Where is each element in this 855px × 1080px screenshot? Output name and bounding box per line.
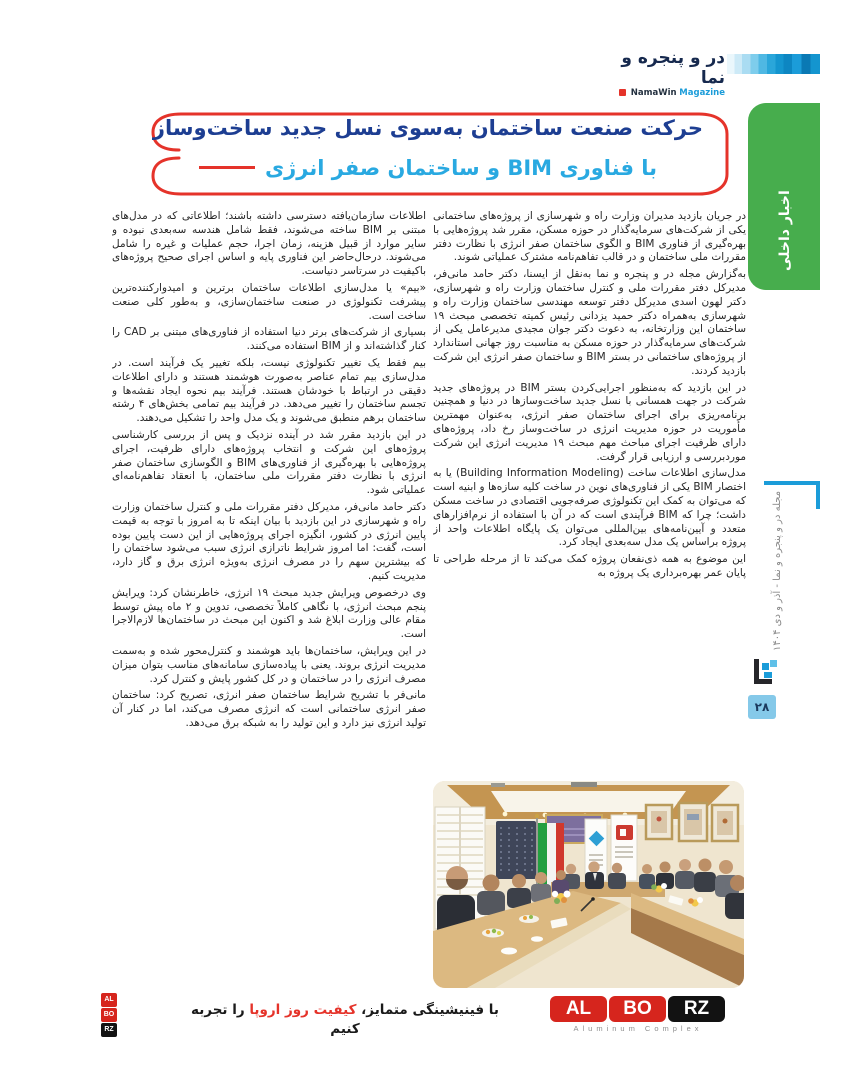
article-paragraph: در جریان بازدید مدیران وزارت راه و شهرسازی از پروژه‌های ساختمانی یکی از شرکت‌های سرمایه‌گذار در حوزه مسکن، مقرر شد پروژه‌هایی با بهره‌گیری از فناوری BIM و الگوی ساختمان صفر انرژی با نظارت دفتر مقررات ملی ساختمان و در قالب تفاهم‌نامه مشترک عملیاتی شوند. bbox=[433, 210, 746, 264]
meeting-room-illustration bbox=[433, 781, 744, 988]
article-paragraph: در این ویرایش، ساختمان‌ها باید هوشمند و کنترل‌محور شده و به‌سمت مدیریت انرژی بروند. یعنی با پیاده‌سازی سامانه‌های مناسب بتوان میزان مصرف انرژی را در ساختمان و در کل کشور پایش و کنترل کرد. bbox=[112, 644, 426, 685]
article-column-right bbox=[433, 210, 746, 776]
alborz-logo bbox=[550, 996, 726, 1033]
article-paragraph: در این بازدید مقرر شد در آینده نزدیک و پس از بررسی کارشناسی پروژه‌های این شرکت و انتخاب پروژه‌های دارای ظرفیت، اجرای پروژه‌هایی با بهره‌گیری از فناوری‌های BIM و الگوسازی ساختمان صفر انرژی با نظارت دفتر مقررات ملی ساختمان، با انعقاد تفاهم‌نامه‌ای عملیاتی شود. bbox=[112, 428, 426, 497]
article-paragraph: در این بازدید که به‌منظور اجرایی‌کردن بستر BIM در پروژه‌های جدید شرکت در جهت همسانی با نسل جدید ساخت‌وسازها در دنیا و همچنین برنامه‌ریزی برای اجرای ساختمان صفر انرژی، به‌عنوان مهمترین مأموریت در حوزه مدیریت انرژی در ساخت‌وساز رخ داد، پروژه‌های دارای ظرفیت اجرای مباحث مهم مبحث ۱۹ مدیریت انرژی این شرکت موردبررسی و ارزیابی قرار گرفت. bbox=[433, 381, 746, 463]
magazine-logo-farsi: در و پنجره و نما bbox=[621, 48, 725, 88]
alborz-mini-logo: AL BO RZ bbox=[101, 993, 117, 1037]
article-column-left bbox=[112, 210, 426, 968]
magazine-logo bbox=[613, 48, 725, 98]
article-paragraph: مدل‌سازی اطلاعات ساخت (Building Information Modeling) یا به اختصار BIM یکی از فناوری‌های نوین در ساخت کلیه سازه‌ها و ابنیه است که می‌توان به کمک این تکنولوژی صرفه‌جویی اقتصادی در ساخت مسکن داشت؛ چرا که BIM فرآیندی است که در آن با استفاده از نرم‌افزارهای متعدد و آیین‌نامه‌های بین‌المللی می‌توان یک پایگاه اطلاعات واحد از پروژه براساس یک مدل سه‌بعدی ایجاد کرد. bbox=[433, 467, 746, 549]
article-paragraph: وی درخصوص ویرایش جدید مبحث ۱۹ انرژی، خاطرنشان کرد: ویرایش پنجم مبحث انرژی، با نگاهی کاملاً تخصصی، تدوین و ۲ ماه پیش توسط مقام عالی وزارت ابلاغ شد و اکنون این مبحث در ساختمان‌ها لازم‌الاجرا است. bbox=[112, 586, 426, 641]
article-paragraph: به‌گزارش مجله در و پنجره و نما به‌نقل از ایسنا، دکتر حامد مانی‌فر، مدیرکل دفتر مقررات ملی و کنترل ساختمان وزارت راه و شهرسازی، دکتر لهون اسدی مدیرکل دفتر توسعه مهندسی ساختمان وزارت راه و شهرسازی به‌همراه دکتر حمید یزدانی رئیس کمیته تخصصی مبحث ۱۹ ساختمان این وزارتخانه، به دعوت دکتر جوان مجیدی مدیرعامل یکی از شرکت‌های سرمایه‌گذار در حوزه مسکن به مناسبت روز جهانی استاندارد از پروژه‌های ساختمانی در بستر BIM و ساختمان صفر انرژی این شرکت بازدید کردند. bbox=[433, 268, 746, 377]
logo-red-square-icon bbox=[619, 89, 626, 96]
meeting-photo bbox=[433, 781, 744, 988]
article-paragraph: دکتر حامد مانی‌فر، مدیرکل دفتر مقررات ملی و کنترل ساختمان وزارت راه و شهرسازی در این بازدید با بیان اینکه تا به امروز با توجه به قیمت پایین انرژی در کشور، انگیزه اجرای پروژه‌هایی از این دست پایین بوده است، گفت: اما امروز شرایط ناترازی انرژی سبب می‌شود ساختمان را که بیشترین سهم را در مصرف انرژی به‌ویژه انرژی برق و گاز دارد، مدیریت کنیم. bbox=[112, 500, 426, 582]
article-paragraph: بیم فقط یک تغییر تکنولوژی نیست، بلکه تغییر یک فرآیند است. در مدل‌سازی بیم تمام عناصر به‌صورت هوشمند هستند و دارای اطلاعات دقیقی در ارتباط با خودشان هستند. فرآیند بیم نحوه ایجاد نقشه‌ها و تجسم ساختمان را تغییر می‌دهد. در فرآیند بیم تمامی بخش‌های ۴ رشته ساختمان برهم منطبق می‌شوند و یک مدل واحد را تشکیل می‌دهند. bbox=[112, 356, 426, 425]
article-paragraph: این موضوع به همه ذی‌نفعان پروژه کمک می‌کند تا از مرحله طراحی تا پایان عمر بهره‌برداری یک پروژه به bbox=[433, 553, 746, 579]
article-title-line1: حرکت صنعت ساختمان به‌سوی نسل جدید ساخت‌وساز bbox=[152, 116, 704, 140]
alborz-block-rz: RZ bbox=[668, 996, 725, 1022]
alborz-logo-blocks bbox=[550, 996, 726, 1022]
article-paragraph: بسیاری از شرکت‌های برتر دنیا استفاده از فناوری‌های مبتنی بر CAD را کنار گذاشته‌اند و از BIM استفاده می‌کنند. bbox=[112, 326, 426, 353]
issue-info-vertical: مجله در و پنجره و نما - آذر و دی ۱۴۰۴ bbox=[772, 490, 783, 651]
section-tab-internal-news bbox=[748, 103, 820, 290]
article-title-box bbox=[117, 106, 739, 203]
section-tab-label: اخبار داخلی bbox=[777, 190, 793, 271]
alborz-block-al: AL bbox=[550, 996, 607, 1022]
article-title-line2: با فناوری BIM و ساختمان صفر انرژی bbox=[117, 156, 739, 180]
article-paragraph: «بیم» یا مدل‌سازی اطلاعات ساختمان برترین و امیدوارکننده‌ترین پیشرفت تکنولوژی در صنعت ساختمان‌سازی، و به‌طور کلی صنعت ساخت است. bbox=[112, 281, 426, 322]
alborz-subtitle: Aluminum Complex bbox=[573, 1024, 703, 1033]
page-number-badge: ۲۸ bbox=[748, 695, 776, 719]
header-gradient-strip bbox=[727, 54, 820, 74]
alborz-block-bo: BO bbox=[609, 996, 666, 1022]
magazine-logo-latin: NamaWin Magazine bbox=[613, 88, 725, 98]
article-paragraph: اطلاعات سازمان‌یافته دسترسی داشته باشند؛ اطلاعاتی که در مدل‌های مبتنی بر BIM ساخته می‌شوند، فقط شامل هندسه سه‌بعدی نبوده و سایر موارد از قبیل هزینه، زمان اجرا، حجم عملیات و غیره را شامل می‌شوند. درحال‌حاضر این فناوری پایه و اساس اجرای صحیح پروژه‌های باکیفیت در سرتاسر دنیاست. bbox=[112, 210, 426, 278]
magazine-window-mark-icon bbox=[752, 655, 778, 689]
article-paragraph: مانی‌فر با تشریح شرایط ساختمان صفر انرژی، تصریح کرد: ساختمان صفر انرژی ساختمانی است که انرژی مصرف می‌کند، اما در کنار آن تولید انرژی نیز دارد و این تولید را به شبکه برق می‌دهد. bbox=[112, 689, 426, 729]
title-dash-decoration bbox=[199, 166, 255, 169]
footer-slogan: با فینیشینگی متمایز، کیفیت روز اروپا را تجربه کنیم bbox=[191, 1002, 499, 1037]
